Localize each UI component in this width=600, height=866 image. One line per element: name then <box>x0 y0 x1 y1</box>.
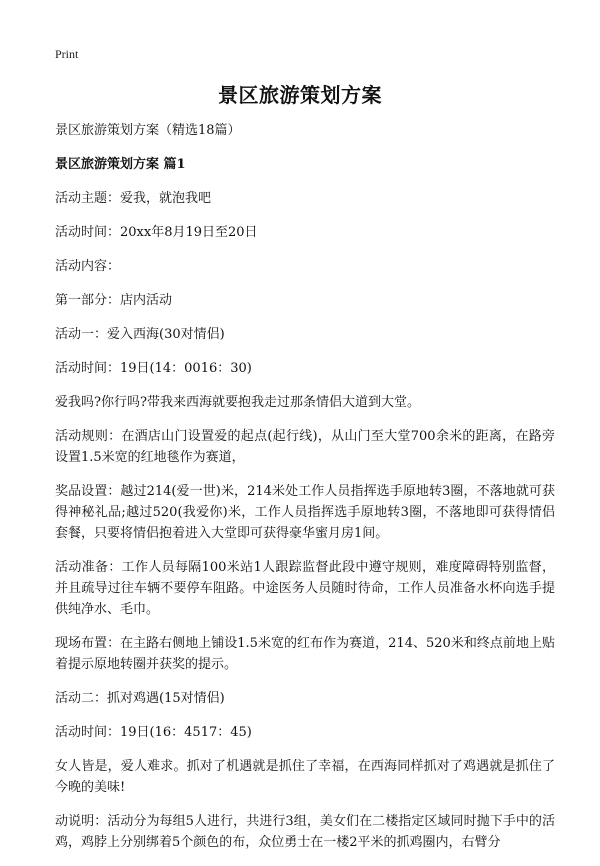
paragraph: 活动主题：爱我，就泡我吧 <box>55 191 212 206</box>
paragraph: 现场布置：在主路右侧地上铺设1.5米宽的红布作为赛道，214、520米和终点前地上贴着提示原地转圈并获奖的提示。 <box>55 636 555 672</box>
paragraph: 活动时间：19日(14：0016：30) <box>55 361 252 376</box>
paragraph: 奖品设置：越过214(爱一世)米，214米处工作人员指挥选手原地转3圈，不落地就可获得神秘礼品;越过520(我爱你)米，工作人员指挥选手原地转3圈，不落地即可获得情侣套餐，只要将情侣抱着进入大堂即可获得豪华蜜月房1间。 <box>55 484 555 541</box>
paragraph: 女人皆是，爱人难求。抓对了机遇就是抓住了幸福，在西海同样抓对了鸡遇就是抓住了今晚的美味! <box>55 759 555 795</box>
document-title: 景区旅游策划方案 <box>218 83 382 107</box>
subtitle-paragraph: 景区旅游策划方案（精选18篇） <box>55 123 241 138</box>
paragraph: 活动时间：19日(16：4517：45) <box>55 725 252 740</box>
section-heading: 景区旅游策划方案 篇1 <box>55 157 186 172</box>
paragraph: 活动内容： <box>55 259 121 274</box>
paragraph: 爱我吗?你行吗?带我来西海就要抱我走过那条情侣大道到大堂。 <box>55 395 420 410</box>
paragraph: 活动一：爱入西海(30对情侣) <box>55 327 225 342</box>
document-body <box>55 120 555 866</box>
print-label[interactable]: Print <box>55 47 79 61</box>
paragraph: 第一部分：店内活动 <box>55 293 173 308</box>
paragraph: 活动二：抓对鸡遇(15对情侣) <box>55 691 225 706</box>
paragraph: 活动准备：工作人员每隔100米站1人跟踪监督此段中遵守规则，难度障碍特别监督，并且疏导过往车辆不要停车阻路。中途医务人员随时待命，工作人员准备水杯向选手提供纯净水、毛巾。 <box>55 560 555 617</box>
paragraph: 活动时间：20xx年8月19日至20日 <box>55 225 258 240</box>
paragraph: 动说明：活动分为每组5人进行，共进行3组，美女们在二楼指定区域同时抛下手中的活鸡，鸡脖上分别绑着5个颜色的布，众位勇士在一楼2平米的抓鸡圈内，右臂分 <box>55 814 555 850</box>
paragraph: 活动规则：在酒店山门设置爱的起点(起行线)，从山门至大堂700余米的距离，在路旁设置1.5米宽的红地毯作为赛道， <box>55 429 555 465</box>
